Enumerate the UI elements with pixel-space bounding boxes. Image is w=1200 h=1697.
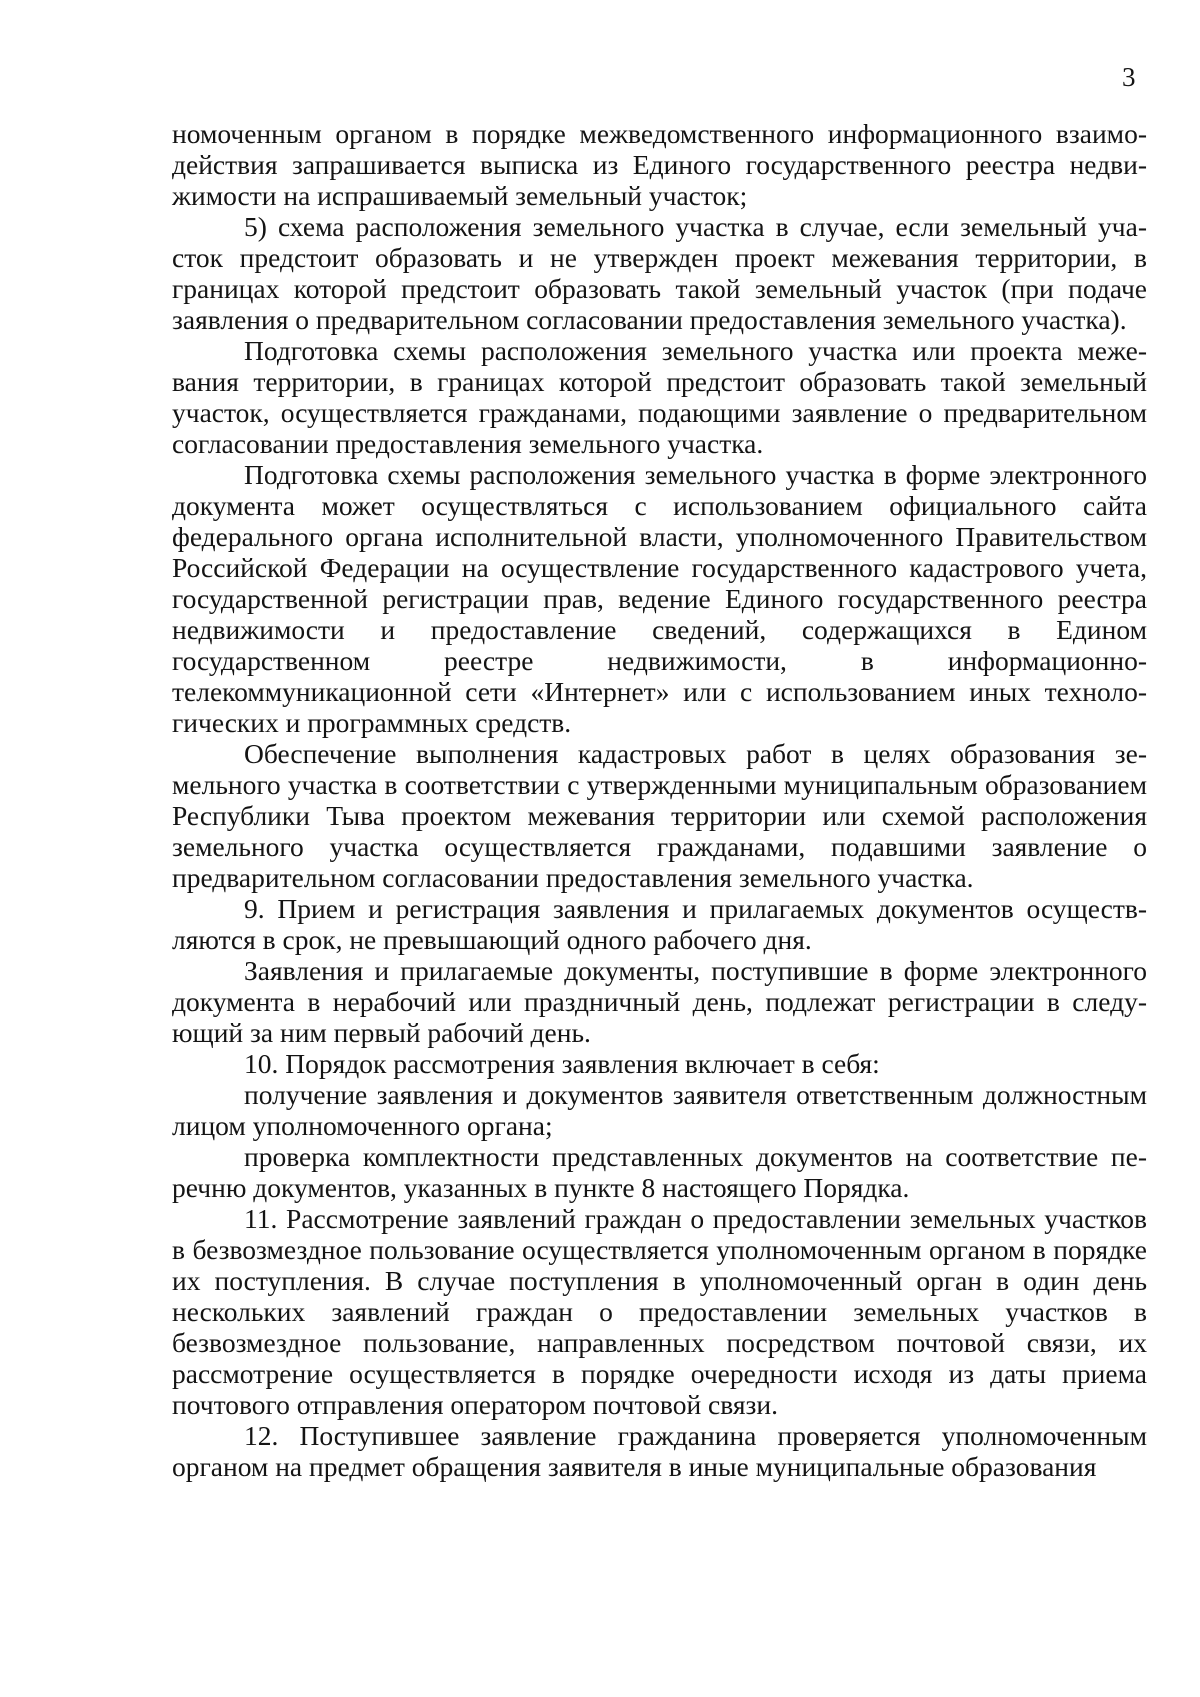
paragraph-electronic-scheme: Подготовка схемы расположения земельного участка в форме электронного документа может осуществляться с использованием официального сайта федерального органа исполнительной власти, уполномоченного Правительством Российской Федерации на осуществление государственного кадастрового учета, государственной регистрации прав, ведение Единого государственного реестра недвижимости и предоставление сведений, содержащихся в Едином государственном реестре недвижимости, в информационно-телекоммуникационной сети «Интернет» или с использованием иных технологических и программных средств. [172,459,1147,738]
paragraph-cadastral-works: Обеспечение выполнения кадастровых работ в целях образования земельного участка в соответствии с утвержденными муниципальным образованием Республики Тыва проектом межевания территории или схемой расположения земельного участка осуществляется гражданами, подавшими заявление о предварительном согласовании предоставления земельного участка. [172,738,1147,893]
paragraph-continuation: номоченным органом в порядке межведомственного информационного взаимодействия запрашивается выписка из Единого государственного реестра недвижимости на испрашиваемый земельный участок; [172,118,1147,211]
paragraph-item-9: 9. Прием и регистрация заявления и прилагаемых документов осуществляются в срок, не превышающий одного рабочего дня. [172,893,1147,955]
paragraph-electronic-registration: Заявления и прилагаемые документы, поступившие в форме электронного документа в нерабочий или праздничный день, подлежат регистрации в следующий за ним первый рабочий день. [172,955,1147,1048]
paragraph-item-5: 5) схема расположения земельного участка в случае, если земельный участок предстоит образовать и не утвержден проект межевания территории, в границах которой предстоит образовать такой земельный участок (при подаче заявления о предварительном согласовании предоставления земельного участка). [172,211,1147,335]
paragraph-item-10: 10. Порядок рассмотрения заявления включает в себя: [244,1048,880,1079]
page-number: 3 [1122,62,1136,92]
paragraph-scheme-preparation: Подготовка схемы расположения земельного участка или проекта межевания территории, в границах которой предстоит образовать такой земельный участок, осуществляется гражданами, подающими заявление о предварительном согласовании предоставления земельного участка. [172,335,1147,459]
paragraph-completeness-check: проверка комплектности представленных документов на соответствие перечню документов, указанных в пункте 8 настоящего Порядка. [172,1141,1147,1203]
paragraph-item-11: 11. Рассмотрение заявлений граждан о предоставлении земельных участков в безвозмездное пользование осуществляется уполномоченным органом в порядке их поступления. В случае поступления в уполномоченный орган в один день нескольких заявлений граждан о предоставлении земельных участков в безвозмездное пользование, направленных посредством почтовой связи, их рассмотрение осуществляется в порядке очередности исходя из даты приема почтового отправления оператором почтовой связи. [172,1203,1147,1420]
document-body [172,118,1147,1482]
paragraph-receipt: получение заявления и документов заявителя ответственным должностным лицом уполномоченного органа; [172,1079,1147,1141]
paragraph-item-12: 12. Поступившее заявление гражданина проверяется уполномоченным органом на предмет обращения заявителя в иные муниципальные образования [172,1420,1147,1482]
